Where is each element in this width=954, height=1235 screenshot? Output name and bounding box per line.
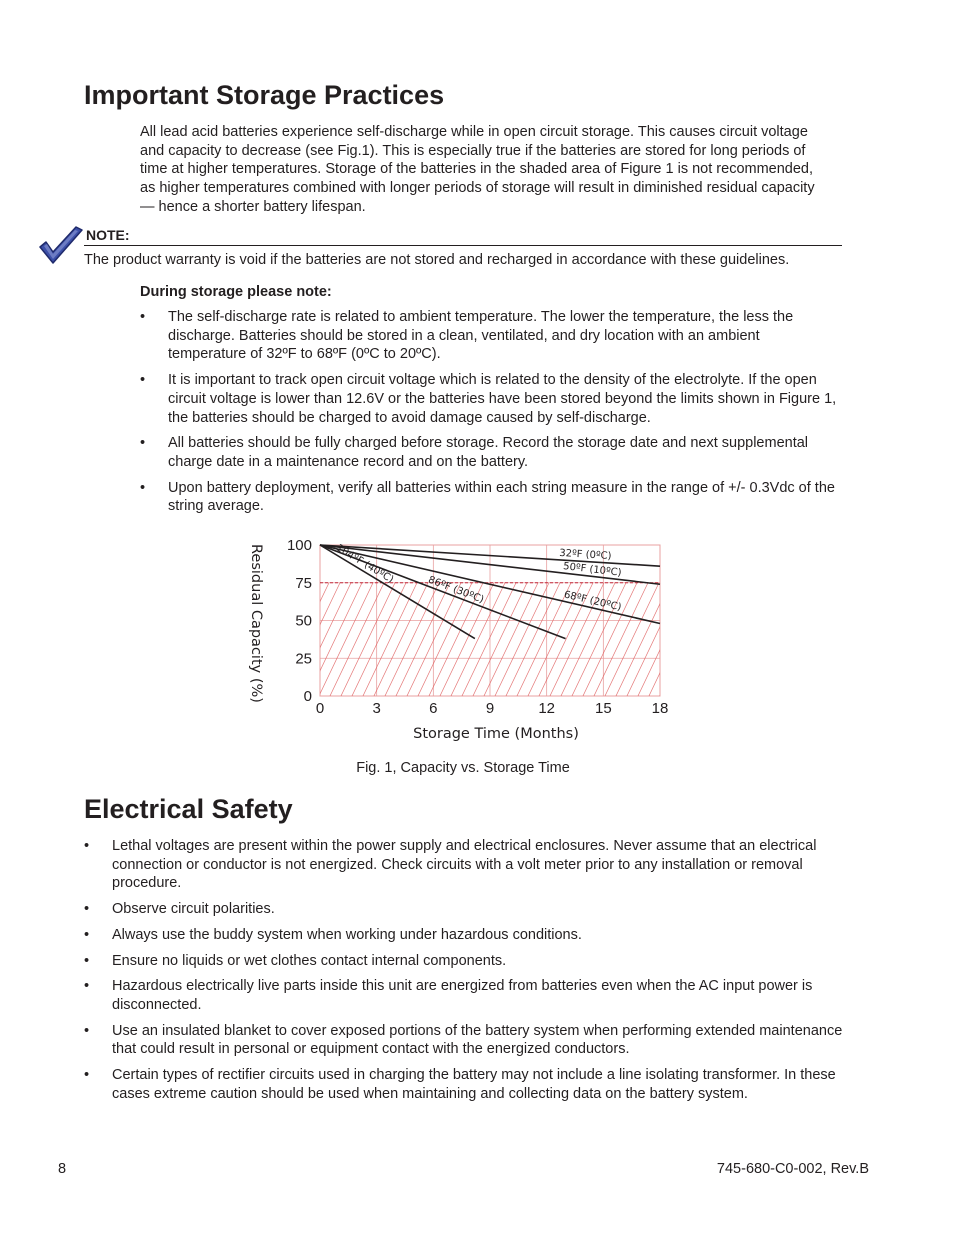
x-tick-label: 0 bbox=[315, 700, 325, 717]
chart-svg bbox=[240, 530, 680, 752]
shaded-region-hatch bbox=[670, 583, 680, 698]
note-divider bbox=[84, 245, 842, 246]
storage-intro-paragraph: All lead acid batteries experience self-discharge while in open circuit storage. This causes circuit voltage and capacity to decrease (see Fig.1). This is especially true if the batteries are stored for long periods of time at higher temperatures. Storage of the batteries in the shaded area of Figure 1 is not recommended, as higher temperatures combined with longer periods of storage will result in diminished residual capacity — hence a shorter battery lifespan. bbox=[140, 124, 815, 215]
bullet-marker: • bbox=[84, 978, 90, 995]
shaded-region-hatch bbox=[263, 583, 318, 698]
shaded-region-hatch bbox=[351, 583, 406, 698]
shaded-region-hatch bbox=[626, 583, 680, 698]
shaded-region-hatch bbox=[285, 583, 340, 698]
list-item bbox=[140, 479, 840, 516]
shaded-region-hatch bbox=[307, 583, 362, 698]
shaded-region-hatch bbox=[659, 583, 680, 698]
list-item-text: The self-discharge rate is related to ambient temperature. The lower the temperature, the less the discharge. Batteries should be stored in a clean, ventilated, and dry location with an ambient temperature of 32ºF to 68ºF (0ºC to 20ºC). bbox=[168, 309, 794, 363]
shaded-region-hatch bbox=[483, 583, 538, 698]
bullet-marker: • bbox=[84, 838, 90, 854]
list-item bbox=[84, 837, 844, 893]
shaded-region-hatch bbox=[505, 583, 560, 698]
x-tick-label: 12 bbox=[538, 700, 556, 717]
y-tick-label: 25 bbox=[295, 650, 312, 668]
list-item-text: Always use the buddy system when working under hazardous conditions. bbox=[112, 926, 582, 943]
document-id: 745-680-C0-002, Rev.B bbox=[716, 1161, 869, 1177]
shaded-region-hatch bbox=[240, 583, 241, 698]
capacity-vs-storage-chart bbox=[240, 530, 680, 757]
shaded-region-hatch bbox=[296, 583, 351, 698]
list-item-text: Use an insulated blanket to cover exposed portions of the battery system when performing extended maintenance that could result in personal or equipment contact with the energized conductors. bbox=[112, 1022, 843, 1058]
list-item-text: Hazardous electrically live parts inside this unit are energized from batteries even when the AC input power is disconnected. bbox=[112, 978, 813, 1013]
shaded-region-hatch bbox=[340, 583, 395, 698]
shaded-region-hatch bbox=[637, 583, 680, 698]
series-label: 86ºF (30ºC) bbox=[426, 574, 486, 606]
bullet-marker: • bbox=[84, 1067, 90, 1084]
list-item-text: Ensure no liquids or wet clothes contact internal components. bbox=[112, 952, 507, 969]
shaded-region-hatch bbox=[318, 583, 373, 698]
list-item bbox=[84, 1022, 844, 1059]
bullet-marker: • bbox=[84, 952, 90, 969]
bullet-marker: • bbox=[84, 901, 90, 918]
x-tick-label: 18 bbox=[651, 700, 669, 717]
x-tick-label: 15 bbox=[594, 700, 612, 717]
bullet-marker: • bbox=[84, 926, 90, 943]
y-tick-label: 75 bbox=[295, 574, 312, 592]
y-tick-label: 0 bbox=[303, 688, 312, 705]
shaded-region-hatch bbox=[362, 583, 417, 698]
electrical-safety-list bbox=[84, 837, 844, 1110]
series-label: 68ºF (20ºC) bbox=[562, 589, 623, 614]
list-item bbox=[84, 926, 844, 945]
section-title-storage: Important Storage Practices bbox=[84, 80, 445, 110]
page-number: 8 bbox=[58, 1161, 67, 1177]
bullet-marker: • bbox=[84, 1022, 90, 1039]
series-label: 50ºF (10ºC) bbox=[562, 561, 623, 579]
y-tick-label: 50 bbox=[295, 612, 312, 630]
bullet-marker: • bbox=[140, 372, 146, 389]
list-item-text: It is important to track open circuit voltage which is related to the density of the electrolyte. If the open circuit voltage is lower than 12.6V or the batteries have been stored beyond the limits shown in Figure 1, the batteries should be charged to avoid damage caused by self-discharge. bbox=[168, 372, 837, 426]
shaded-region-hatch bbox=[395, 583, 450, 698]
shaded-region-hatch bbox=[648, 583, 680, 698]
shaded-region-hatch bbox=[615, 583, 670, 698]
series-label: 104ºF (40ºC) bbox=[334, 542, 396, 586]
shaded-region-hatch bbox=[373, 583, 428, 698]
shaded-region-hatch bbox=[274, 583, 329, 698]
note-label: NOTE: bbox=[86, 227, 130, 243]
list-item bbox=[84, 952, 844, 971]
list-item-text: Lethal voltages are present within the power supply and electrical enclosures. Never assume that an electrical connection or conductor is not energized. Check circuits with a volt meter prior to any installation or removal procedure. bbox=[112, 838, 817, 892]
y-tick-label: 100 bbox=[286, 537, 312, 554]
list-item bbox=[140, 371, 840, 427]
list-item bbox=[140, 308, 840, 364]
series-label: 32ºF (0ºC) bbox=[558, 547, 612, 563]
bullet-marker: • bbox=[140, 309, 146, 325]
list-item bbox=[84, 900, 844, 919]
storage-notes-subhead: During storage please note: bbox=[140, 284, 332, 300]
shaded-region-hatch bbox=[329, 583, 384, 698]
figure-caption: Fig. 1, Capacity vs. Storage Time bbox=[356, 760, 570, 776]
x-tick-label: 6 bbox=[429, 700, 438, 717]
x-tick-label: 9 bbox=[485, 700, 495, 717]
section-title-electrical-safety: Electrical Safety bbox=[84, 794, 293, 824]
list-item bbox=[140, 434, 840, 471]
note-text: The product warranty is void if the batteries are not stored and recharged in accordance with these guidelines. bbox=[84, 252, 790, 268]
chart-xlabel: Storage Time (Months) bbox=[413, 726, 579, 742]
shaded-region-hatch bbox=[494, 583, 549, 698]
list-item-text: Observe circuit polarities. bbox=[112, 901, 275, 918]
x-tick-label: 3 bbox=[372, 700, 381, 717]
bullet-marker: • bbox=[140, 479, 146, 496]
list-item-text: All batteries should be fully charged before storage. Record the storage date and next supplemental charge date in a maintenance record and on the battery. bbox=[168, 435, 809, 470]
list-item bbox=[84, 977, 844, 1014]
checkmark-icon bbox=[38, 225, 84, 270]
bullet-marker: • bbox=[140, 435, 146, 452]
list-item-text: Certain types of rectifier circuits used in charging the battery may not include a line isolating transformer. In these cases extreme caution should be used when maintaining and collecting data on the battery system. bbox=[112, 1067, 836, 1102]
chart-ylabel: Residual Capacity (%) bbox=[248, 544, 264, 703]
list-item bbox=[84, 1066, 844, 1103]
storage-notes-list bbox=[140, 308, 840, 523]
list-item-text: Upon battery deployment, verify all batteries within each string measure in the range of +/- 0.3Vdc of the string average. bbox=[168, 479, 835, 515]
